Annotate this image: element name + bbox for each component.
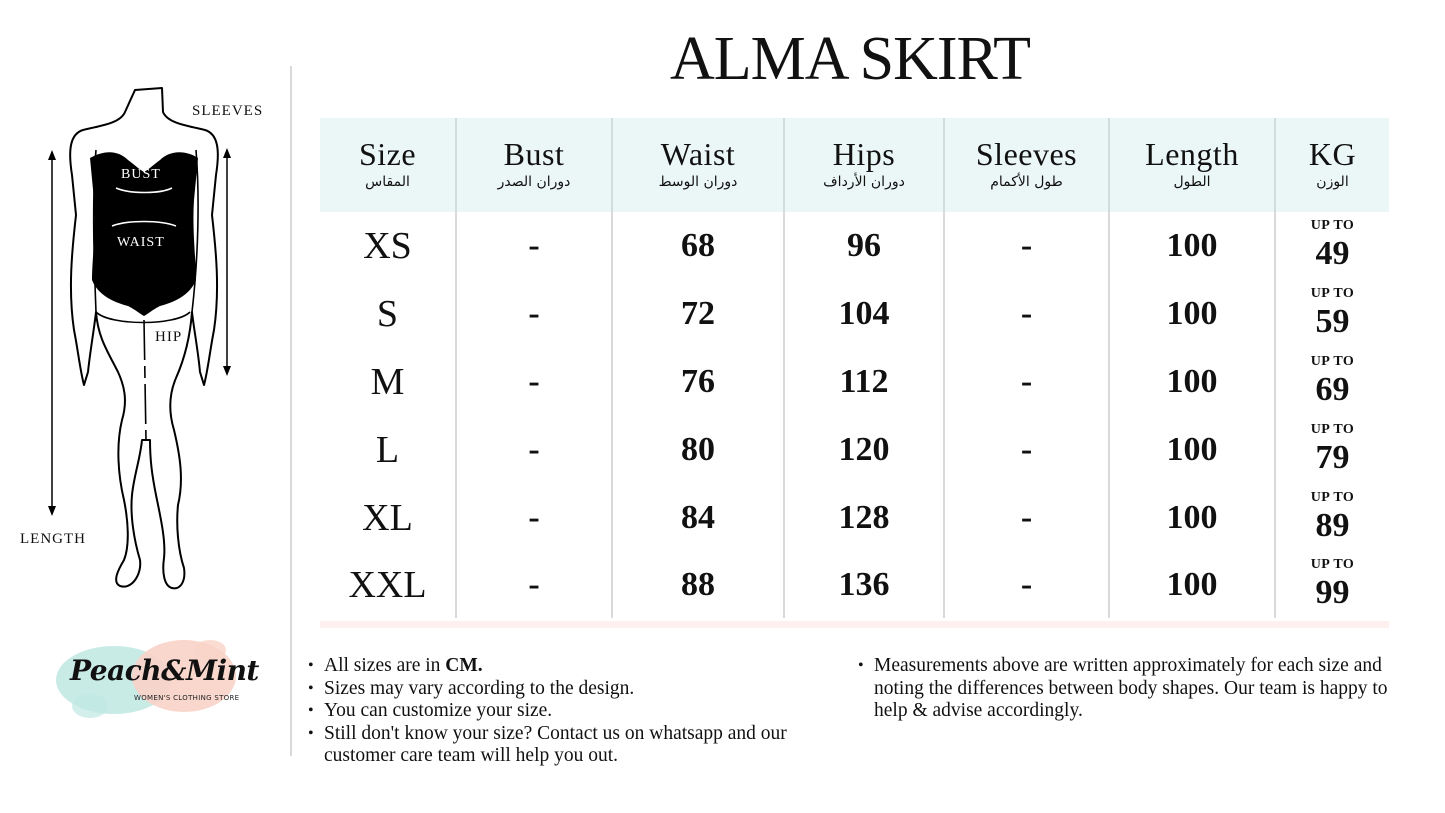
kg-cell: UP TO 99	[1310, 557, 1355, 612]
bust-label: BUST	[121, 167, 161, 182]
table-row	[320, 348, 1389, 416]
bust-cell: -	[456, 212, 612, 280]
table-row	[320, 280, 1389, 348]
size-cell: XL	[320, 484, 456, 552]
size-chart-table	[320, 118, 1389, 618]
table-row	[320, 416, 1389, 484]
hips-cell: 136	[784, 552, 944, 618]
size-cell: L	[320, 416, 456, 484]
table-row	[320, 552, 1389, 618]
column-header-kg: KG الوزن	[1275, 118, 1389, 212]
table-bottom-bar	[320, 621, 1389, 628]
note-units: • All sizes are in CM.	[308, 655, 828, 678]
table-row	[320, 212, 1389, 280]
logo-name: Peach&Mint	[70, 654, 259, 687]
hips-cell: 128	[784, 484, 944, 552]
column-header-hips: Hips دوران الأرداف	[784, 118, 944, 212]
table-row	[320, 484, 1389, 552]
notes-right	[858, 655, 1418, 723]
notes-left	[308, 655, 828, 768]
page-title: ALMA SKIRT	[669, 25, 1031, 93]
waist-label: WAIST	[117, 235, 165, 250]
sleeves-cell: -	[944, 416, 1109, 484]
hips-cell: 112	[784, 348, 944, 416]
hip-label: HIP	[155, 329, 183, 345]
length-cell: 100	[1109, 348, 1275, 416]
table-header-row	[320, 118, 1389, 212]
vertical-divider	[290, 66, 292, 756]
sleeves-cell: -	[944, 212, 1109, 280]
bust-cell: -	[456, 280, 612, 348]
waist-cell: 72	[612, 280, 784, 348]
size-cell: S	[320, 280, 456, 348]
hips-cell: 104	[784, 280, 944, 348]
waist-cell: 68	[612, 212, 784, 280]
bust-cell: -	[456, 348, 612, 416]
bust-cell: -	[456, 484, 612, 552]
bust-cell: -	[456, 552, 612, 618]
sleeves-label: SLEEVES	[192, 103, 264, 119]
measurement-figure	[0, 80, 290, 600]
length-cell: 100	[1109, 212, 1275, 280]
waist-cell: 88	[612, 552, 784, 618]
note-customize: • You can customize your size.	[308, 700, 828, 723]
column-header-bust: Bust دوران الصدر	[456, 118, 612, 212]
kg-cell: UP TO 59	[1310, 286, 1355, 341]
size-cell: M	[320, 348, 456, 416]
length-label: LENGTH	[20, 531, 86, 547]
logo-tagline: WOMEN'S CLOTHING STORE	[134, 694, 240, 702]
note-design-variation: • Sizes may vary according to the design.	[308, 678, 828, 701]
hips-cell: 96	[784, 212, 944, 280]
sleeves-cell: -	[944, 280, 1109, 348]
waist-cell: 80	[612, 416, 784, 484]
length-cell: 100	[1109, 280, 1275, 348]
column-header-length: Length الطول	[1109, 118, 1275, 212]
waist-cell: 84	[612, 484, 784, 552]
column-header-sleeves: Sleeves طول الأكمام	[944, 118, 1109, 212]
note-contact: • Still don't know your size? Contact us on whatsapp and our customer care team will help you out.	[308, 723, 828, 768]
column-header-size: Size المقاس	[320, 118, 456, 212]
length-cell: 100	[1109, 484, 1275, 552]
hips-cell: 120	[784, 416, 944, 484]
bust-cell: -	[456, 416, 612, 484]
size-cell: XS	[320, 212, 456, 280]
sleeves-cell: -	[944, 552, 1109, 618]
brand-logo	[50, 626, 259, 726]
kg-cell: UP TO 69	[1310, 354, 1355, 409]
size-cell: XXL	[320, 552, 456, 618]
kg-cell: UP TO 79	[1310, 422, 1355, 477]
sleeves-cell: -	[944, 348, 1109, 416]
length-cell: 100	[1109, 416, 1275, 484]
length-cell: 100	[1109, 552, 1275, 618]
kg-cell: UP TO 89	[1310, 490, 1355, 545]
column-header-waist: Waist دوران الوسط	[612, 118, 784, 212]
note-measurements: • Measurements above are written approximately for each size and noting the differences between body shapes. Our team is happy to help & advise accordingly.	[858, 655, 1418, 723]
kg-cell: UP TO 49	[1310, 218, 1355, 273]
sleeves-cell: -	[944, 484, 1109, 552]
waist-cell: 76	[612, 348, 784, 416]
body-silhouette	[0, 80, 290, 600]
